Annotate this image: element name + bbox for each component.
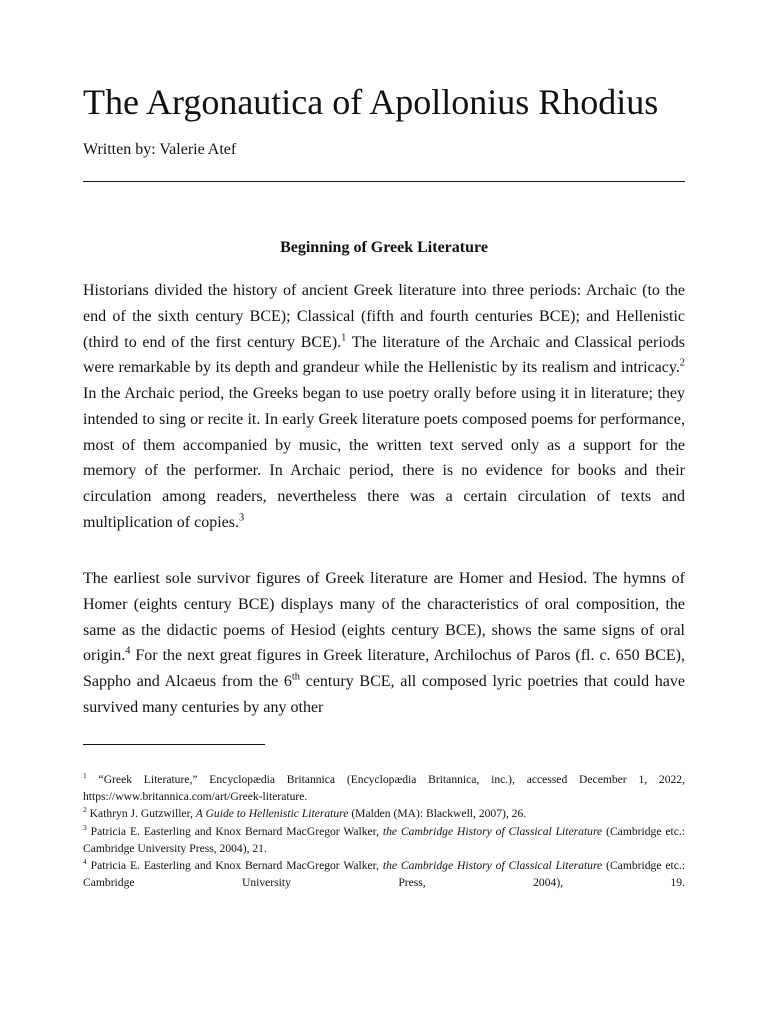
body-paragraph-1 [83,278,685,536]
footnote-text: (Cambridge etc.: Cambridge University Press, 2004), 19. [83,859,685,890]
footnote-text: Kathryn J. Gutzwiller, [86,807,196,821]
footnote-2 [83,805,685,822]
footnote-italic-title: A Guide to Hellenistic Literature [195,807,349,821]
footnote-text: (Malden (MA): Blackwell, 2007), 26. [348,807,527,821]
footnote-3 [83,823,685,857]
footnote-reference-3: 3 [238,512,245,524]
footnote-marker: 1 [83,771,87,781]
document-title: The Argonautica of Apollonius Rhodius [83,82,659,122]
footnote-4 [83,857,685,891]
paragraph-text: Historians divided the history of ancient Greek literature into three periods: Archaic (to the end of the sixth century BCE); Classical (fifth and fourth centuries BCE); and Hellenistic (third to end of the first century BCE). [83,282,685,351]
paragraph-text: For the next great figures in Greek literature, Archilochus of Paros (fl. c. 650 BCE), Sappho and Alcaeus from the 6 [83,647,685,690]
footnote-text: “Greek Literature,” Encyclopædia Britannica (Encyclopædia Britannica, inc.), accessed December 1, 2022, https://www.britannica.com/art/Greek-literature. [83,773,685,804]
ordinal-suffix: th [291,671,301,683]
footnotes-section [83,771,685,891]
paragraph-text: century BCE, all composed lyric poetries that could have survived many centuries by any other [83,673,686,716]
footnote-marker: 3 [83,822,87,832]
footnote-text: Patricia E. Easterling and Knox Bernard MacGregor Walker, [86,824,383,838]
paragraph-text: In the Archaic period, the Greeks began to use poetry orally before using it in literature; they intended to sing or recite it. In early Greek literature poets composed poems for performance, most of them accompanied by music, the written text served only as a support for the memory of the performer. In Archaic period, there is no evidence for books and their circulation among readers, nevertheless there was a certain circulation of texts and multiplication of copies. [83,385,685,531]
author-byline: Written by: Valerie Atef [83,141,237,158]
footnote-reference-2: 2 [679,357,685,369]
body-paragraph-2 [83,566,685,721]
footnote-italic-title: the Cambridge History of Classical Literature [382,824,603,838]
title-divider [83,181,685,182]
section-heading: Beginning of Greek Literature [280,239,488,256]
paragraph-text: The literature of the Archaic and Classical periods were remarkable by its depth and grandeur while the Hellenistic by its realism and intricacy. [83,333,686,377]
footnote-marker: 2 [83,805,87,815]
paragraph-text: The earliest sole survivor figures of Greek literature are Homer and Hesiod. The hymns of Homer (eights century BCE) displays many of the characteristics of oral composition, the same as the didactic poems of Hesiod (eights century BCE), shows the same signs of oral origin. [83,570,685,665]
footnote-reference-4: 4 [125,645,131,657]
footnote-text: (Cambridge etc.: Cambridge University Press, 2004), 21. [83,824,685,855]
footnote-text: Patricia E. Easterling and Knox Bernard MacGregor Walker, [86,859,383,873]
footnote-1 [83,771,685,805]
document-page [83,0,685,1024]
footnote-reference-1: 1 [341,332,347,344]
footnote-separator [83,744,265,745]
footnote-italic-title: the Cambridge History of Classical Literature [382,859,603,873]
footnote-marker: 4 [83,857,87,867]
